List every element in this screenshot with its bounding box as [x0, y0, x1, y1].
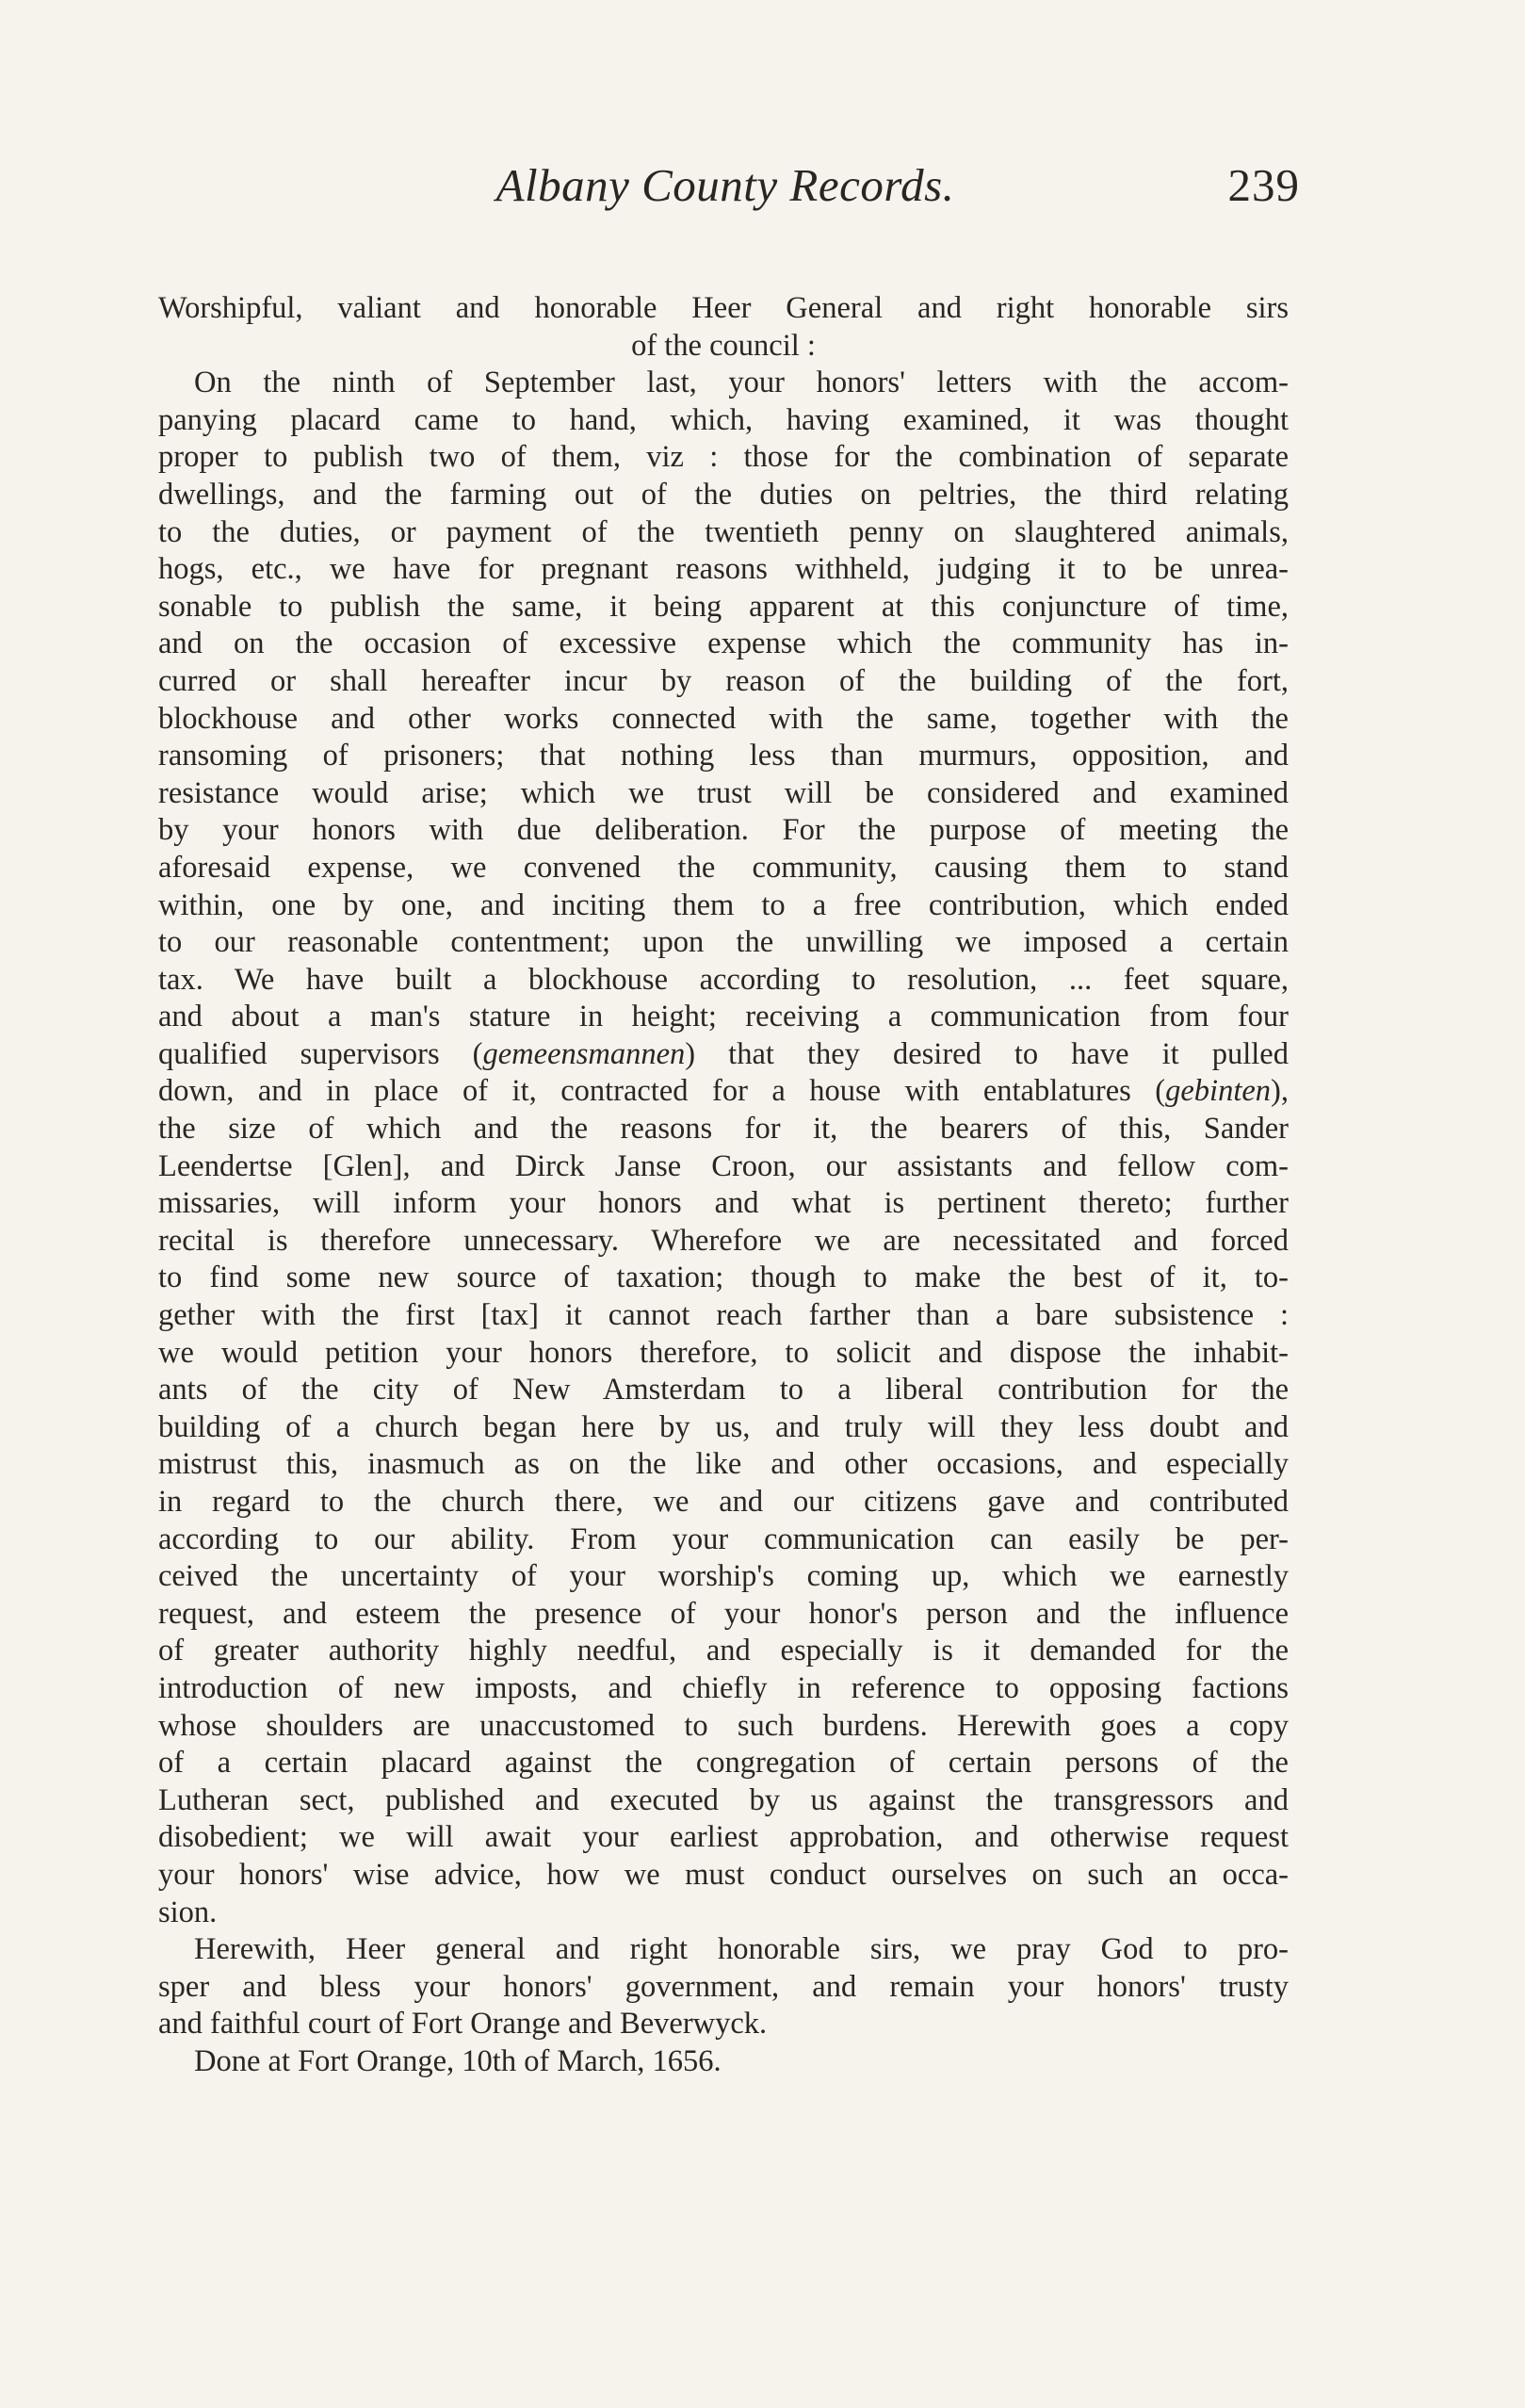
text-line: curred or shall hereafter incur by reason of the building of the fort, [158, 663, 1289, 698]
text-line: proper to publish two of them, viz : those for the combination of separate [158, 440, 1289, 475]
text-line: and on the occasion of excessive expense which the community has in- [158, 626, 1289, 661]
text-line: within, one by one, and inciting them to a free contribution, which ended [158, 887, 1289, 922]
text-line: Worshipful, valiant and honorable Heer General and right honorable sirs [158, 291, 1289, 325]
text-line: sonable to publish the same, it being apparent at this conjuncture of time, [158, 589, 1289, 624]
text-line: Herewith, Heer general and right honorable sirs, we pray God to pro- [194, 1932, 1289, 1967]
text-line: sion. [158, 1895, 218, 1929]
italic-term: gemeensmannen [482, 1036, 686, 1071]
text-line: On the ninth of September last, your honors' letters with the accom- [194, 366, 1289, 400]
text-line: to our reasonable contentment; upon the unwilling we imposed a certain [158, 925, 1289, 960]
text-line: request, and esteem the presence of your honor's person and the influence [158, 1596, 1289, 1631]
text-line: Leendertse [Glen], and Dirck Janse Croon, our assistants and fellow com- [158, 1148, 1289, 1183]
text-line: disobedient; we will await your earliest approbation, and otherwise request [158, 1820, 1289, 1855]
text-line: qualified supervisors (gemeensmannen) that they desired to have it pulled [158, 1036, 1289, 1071]
text-line: aforesaid expense, we convened the community, causing them to stand [158, 850, 1289, 885]
text-line: ants of the city of New Amsterdam to a liberal contribution for the [158, 1373, 1289, 1407]
text-line: Done at Fort Orange, 10th of March, 1656. [194, 2043, 722, 2078]
text-line: building of a church began here by us, and truly will they less doubt and [158, 1409, 1289, 1444]
text-line: Lutheran sect, published and executed by us against the transgressors and [158, 1782, 1289, 1817]
page-number: 239 [1227, 159, 1300, 211]
text-line: whose shoulders are unaccustomed to such burdens. Herewith goes a copy [158, 1708, 1289, 1743]
text-line: we would petition your honors therefore, to solicit and dispose the inhabit- [158, 1335, 1289, 1370]
text-line: to find some new source of taxation; though to make the best of it, to- [158, 1261, 1289, 1295]
text-line: in regard to the church there, we and our citizens gave and contributed [158, 1485, 1289, 1519]
text-line: your honors' wise advice, how we must conduct ourselves on such an occa- [158, 1857, 1289, 1892]
running-head [151, 158, 1300, 224]
text-line: dwellings, and the farming out of the duties on peltries, the third relating [158, 477, 1289, 512]
text-line: introduction of new imposts, and chiefly in reference to opposing factions [158, 1670, 1289, 1705]
text-line: to the duties, or payment of the twentieth penny on slaughtered animals, [158, 514, 1289, 549]
text-line: missaries, will inform your honors and what is pertinent thereto; further [158, 1186, 1289, 1221]
text-line: recital is therefore unnecessary. Wherefore we are necessitated and forced [158, 1223, 1289, 1258]
text-line: and faithful court of Fort Orange and Beverwyck. [158, 2007, 768, 2042]
text-line: resistance would arise; which we trust will be considered and examined [158, 775, 1289, 810]
text-line: down, and in place of it, contracted for a house with entablatures (gebinten), [158, 1074, 1289, 1109]
text-line: tax. We have built a blockhouse according to resolution, ... feet square, [158, 962, 1289, 997]
body-text [158, 290, 1289, 2081]
text-line: gether with the first [tax] it cannot reach farther than a bare subsistence : [158, 1298, 1289, 1333]
text-line: the size of which and the reasons for it, the bearers of this, Sander [158, 1112, 1289, 1147]
running-title: Albany County Records. [495, 159, 955, 211]
text-line: according to our ability. From your communication can easily be per- [158, 1521, 1289, 1556]
italic-term: gebinten [1165, 1074, 1272, 1109]
text-line: of a certain placard against the congregation of certain persons of the [158, 1746, 1289, 1781]
text-line: by your honors with due deliberation. For the purpose of meeting the [158, 813, 1289, 848]
text-line: and about a man's stature in height; receiving a communication from four [158, 1000, 1289, 1034]
text-line: hogs, etc., we have for pregnant reasons withheld, judging it to be unrea- [158, 552, 1289, 587]
text-line: blockhouse and other works connected with the same, together with the [158, 701, 1289, 736]
text-line: of the council : [631, 328, 816, 363]
text-line: panying placard came to hand, which, having examined, it was thought [158, 402, 1289, 437]
text-line: sper and bless your honors' government, and remain your honors' trusty [158, 1969, 1289, 2004]
text-line: mistrust this, inasmuch as on the like and other occasions, and especially [158, 1447, 1289, 1482]
text-line: of greater authority highly needful, and especially is it demanded for the [158, 1634, 1289, 1668]
text-line: ceived the uncertainty of your worship's coming up, which we earnestly [158, 1559, 1289, 1594]
text-line: ransoming of prisoners; that nothing less than murmurs, opposition, and [158, 739, 1289, 773]
